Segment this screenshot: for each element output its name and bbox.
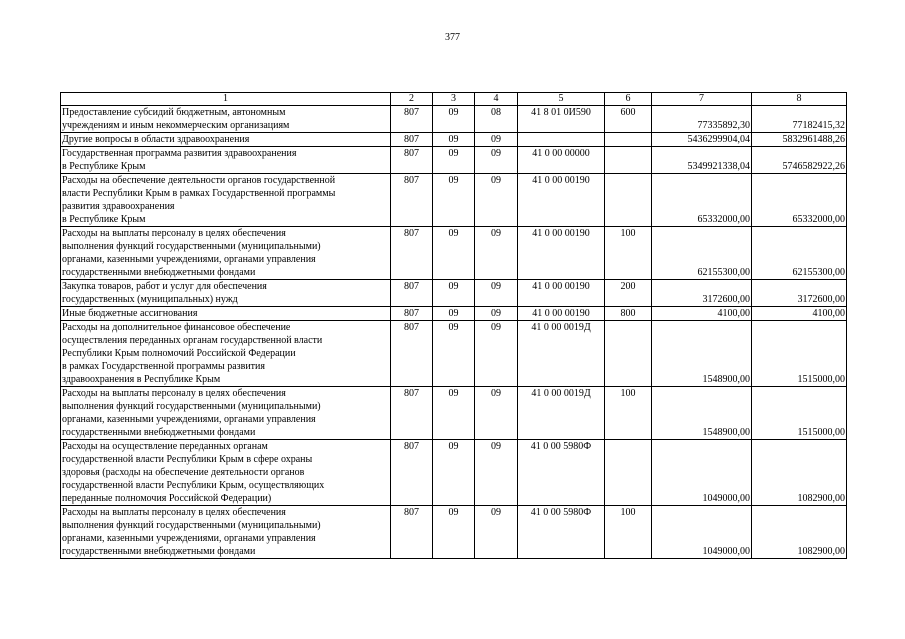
column-header-row [61, 93, 847, 106]
column-header: 1 [61, 93, 391, 106]
row-description-line: учреждениям и иным некоммерческим организациям [62, 120, 290, 131]
amount-year1-cell: 5349921338,04 [652, 147, 752, 174]
table-row [61, 440, 847, 506]
ministry-code-cell: 807 [391, 440, 433, 506]
expense-type-code-cell: 100 [605, 387, 652, 440]
target-item-code-cell: 41 0 00 00190 [518, 174, 605, 227]
ministry-code-cell: 807 [391, 133, 433, 147]
column-header: 4 [475, 93, 518, 106]
subsection-code-cell: 09 [475, 133, 518, 147]
row-description [61, 307, 391, 321]
row-description-line: Расходы на выплаты персоналу в целях обеспечения [62, 507, 286, 518]
table-row [61, 147, 847, 174]
expense-type-code-cell: 100 [605, 506, 652, 559]
subsection-code-cell: 09 [475, 440, 518, 506]
row-description [61, 387, 391, 440]
amount-year2-cell: 62155300,00 [752, 227, 847, 280]
row-description-line: Расходы на дополнительное финансовое обеспечение [62, 322, 291, 333]
row-description-line: Иные бюджетные ассигнования [62, 308, 198, 319]
subsection-code-cell: 08 [475, 106, 518, 133]
row-description-line: Расходы на осуществление переданных органам [62, 441, 268, 452]
budget-table-body [61, 93, 847, 559]
amount-year1-cell: 62155300,00 [652, 227, 752, 280]
column-header: 5 [518, 93, 605, 106]
row-description-line: государственной власти Республики Крым, осуществляющих [62, 480, 325, 491]
table-row [61, 280, 847, 307]
amount-year2-cell: 5832961488,26 [752, 133, 847, 147]
target-item-code-cell [518, 133, 605, 147]
target-item-code-cell: 41 0 00 5980Ф [518, 506, 605, 559]
row-description-line: государственными внебюджетными фондами [62, 546, 256, 557]
amount-year1-cell: 1049000,00 [652, 506, 752, 559]
expense-type-code-cell: 100 [605, 227, 652, 280]
ministry-code-cell: 807 [391, 387, 433, 440]
table-row [61, 321, 847, 387]
ministry-code-cell: 807 [391, 280, 433, 307]
row-description [61, 280, 391, 307]
section-code-cell: 09 [433, 506, 475, 559]
amount-year2-cell: 3172600,00 [752, 280, 847, 307]
section-code-cell: 09 [433, 280, 475, 307]
amount-year1-cell: 4100,00 [652, 307, 752, 321]
column-header: 2 [391, 93, 433, 106]
row-description-line: выполнения функций государственными (муниципальными) [62, 241, 321, 252]
section-code-cell: 09 [433, 387, 475, 440]
row-description [61, 506, 391, 559]
amount-year2-cell: 4100,00 [752, 307, 847, 321]
row-description-line: Республики Крым полномочий Российской Федерации [62, 348, 296, 359]
subsection-code-cell: 09 [475, 147, 518, 174]
ministry-code-cell: 807 [391, 106, 433, 133]
subsection-code-cell: 09 [475, 307, 518, 321]
expense-type-code-cell [605, 174, 652, 227]
row-description-line: органами, казенными учреждениями, органами управления [62, 533, 316, 544]
section-code-cell: 09 [433, 174, 475, 227]
row-description [61, 147, 391, 174]
target-item-code-cell: 41 0 00 00190 [518, 227, 605, 280]
column-header: 8 [752, 93, 847, 106]
amount-year2-cell: 1082900,00 [752, 506, 847, 559]
section-code-cell: 09 [433, 227, 475, 280]
target-item-code-cell: 41 0 00 0019Д [518, 321, 605, 387]
subsection-code-cell: 09 [475, 387, 518, 440]
ministry-code-cell: 807 [391, 147, 433, 174]
page-number: 377 [445, 32, 460, 43]
row-description-line: государственными внебюджетными фондами [62, 427, 256, 438]
table-row [61, 387, 847, 440]
row-description-line: Другие вопросы в области здравоохранения [62, 134, 250, 145]
table-row [61, 307, 847, 321]
row-description-line: здоровья (расходы на обеспечение деятельности органов [62, 467, 305, 478]
target-item-code-cell: 41 0 00 00000 [518, 147, 605, 174]
amount-year2-cell: 65332000,00 [752, 174, 847, 227]
expense-type-code-cell: 600 [605, 106, 652, 133]
amount-year1-cell: 1049000,00 [652, 440, 752, 506]
expense-type-code-cell [605, 133, 652, 147]
section-code-cell: 09 [433, 106, 475, 133]
amount-year2-cell: 5746582922,26 [752, 147, 847, 174]
section-code-cell: 09 [433, 307, 475, 321]
row-description-line: здравоохранения в Республике Крым [62, 374, 221, 385]
ministry-code-cell: 807 [391, 174, 433, 227]
section-code-cell: 09 [433, 321, 475, 387]
row-description-line: Расходы на обеспечение деятельности органов государственной [62, 175, 336, 186]
row-description-line: государственных (муниципальных) нужд [62, 294, 238, 305]
table-row [61, 133, 847, 147]
expense-type-code-cell: 200 [605, 280, 652, 307]
ministry-code-cell: 807 [391, 307, 433, 321]
target-item-code-cell: 41 0 00 00190 [518, 307, 605, 321]
row-description-line: власти Республики Крым в рамках Государственной программы [62, 188, 336, 199]
ministry-code-cell: 807 [391, 321, 433, 387]
target-item-code-cell: 41 0 00 0019Д [518, 387, 605, 440]
expense-type-code-cell [605, 440, 652, 506]
section-code-cell: 09 [433, 133, 475, 147]
amount-year2-cell: 1515000,00 [752, 387, 847, 440]
target-item-code-cell: 41 0 00 5980Ф [518, 440, 605, 506]
amount-year1-cell: 3172600,00 [652, 280, 752, 307]
row-description [61, 321, 391, 387]
expense-type-code-cell [605, 321, 652, 387]
subsection-code-cell: 09 [475, 174, 518, 227]
subsection-code-cell: 09 [475, 227, 518, 280]
row-description [61, 106, 391, 133]
row-description-line: в рамках Государственной программы развития [62, 361, 266, 372]
row-description-line: органами, казенными учреждениями, органами управления [62, 254, 316, 265]
row-description-line: государственными внебюджетными фондами [62, 267, 256, 278]
row-description-line: осуществления переданных органам государственной власти [62, 335, 323, 346]
amount-year2-cell: 1515000,00 [752, 321, 847, 387]
row-description [61, 174, 391, 227]
row-description-line: в Республике Крым [62, 161, 146, 172]
row-description-line: развития здравоохранения [62, 201, 175, 212]
target-item-code-cell: 41 8 01 0И590 [518, 106, 605, 133]
subsection-code-cell: 09 [475, 506, 518, 559]
column-header: 7 [652, 93, 752, 106]
amount-year1-cell: 5436299904,04 [652, 133, 752, 147]
row-description-line: государственной власти Республики Крым в сфере охраны [62, 454, 313, 465]
table-row [61, 506, 847, 559]
row-description [61, 440, 391, 506]
section-code-cell: 09 [433, 440, 475, 506]
section-code-cell: 09 [433, 147, 475, 174]
amount-year2-cell: 1082900,00 [752, 440, 847, 506]
row-description-line: в Республике Крым [62, 214, 146, 225]
row-description-line: Предоставление субсидий бюджетным, автономным [62, 107, 286, 118]
row-description [61, 227, 391, 280]
row-description-line: переданные полномочия Российской Федерации) [62, 493, 272, 504]
row-description [61, 133, 391, 147]
table-row [61, 174, 847, 227]
amount-year1-cell: 1548900,00 [652, 387, 752, 440]
target-item-code-cell: 41 0 00 00190 [518, 280, 605, 307]
row-description-line: выполнения функций государственными (муниципальными) [62, 520, 321, 531]
row-description-line: органами, казенными учреждениями, органами управления [62, 414, 316, 425]
table-row [61, 106, 847, 133]
row-description-line: Государственная программа развития здравоохранения [62, 148, 297, 159]
subsection-code-cell: 09 [475, 321, 518, 387]
row-description-line: Расходы на выплаты персоналу в целях обеспечения [62, 388, 286, 399]
amount-year1-cell: 1548900,00 [652, 321, 752, 387]
row-description-line: Расходы на выплаты персоналу в целях обеспечения [62, 228, 286, 239]
amount-year1-cell: 77335892,30 [652, 106, 752, 133]
expense-type-code-cell [605, 147, 652, 174]
amount-year1-cell: 65332000,00 [652, 174, 752, 227]
table-row [61, 227, 847, 280]
column-header: 6 [605, 93, 652, 106]
subsection-code-cell: 09 [475, 280, 518, 307]
budget-table [60, 92, 847, 559]
ministry-code-cell: 807 [391, 506, 433, 559]
amount-year2-cell: 77182415,32 [752, 106, 847, 133]
expense-type-code-cell: 800 [605, 307, 652, 321]
column-header: 3 [433, 93, 475, 106]
ministry-code-cell: 807 [391, 227, 433, 280]
row-description-line: Закупка товаров, работ и услуг для обеспечения [62, 281, 267, 292]
row-description-line: выполнения функций государственными (муниципальными) [62, 401, 321, 412]
